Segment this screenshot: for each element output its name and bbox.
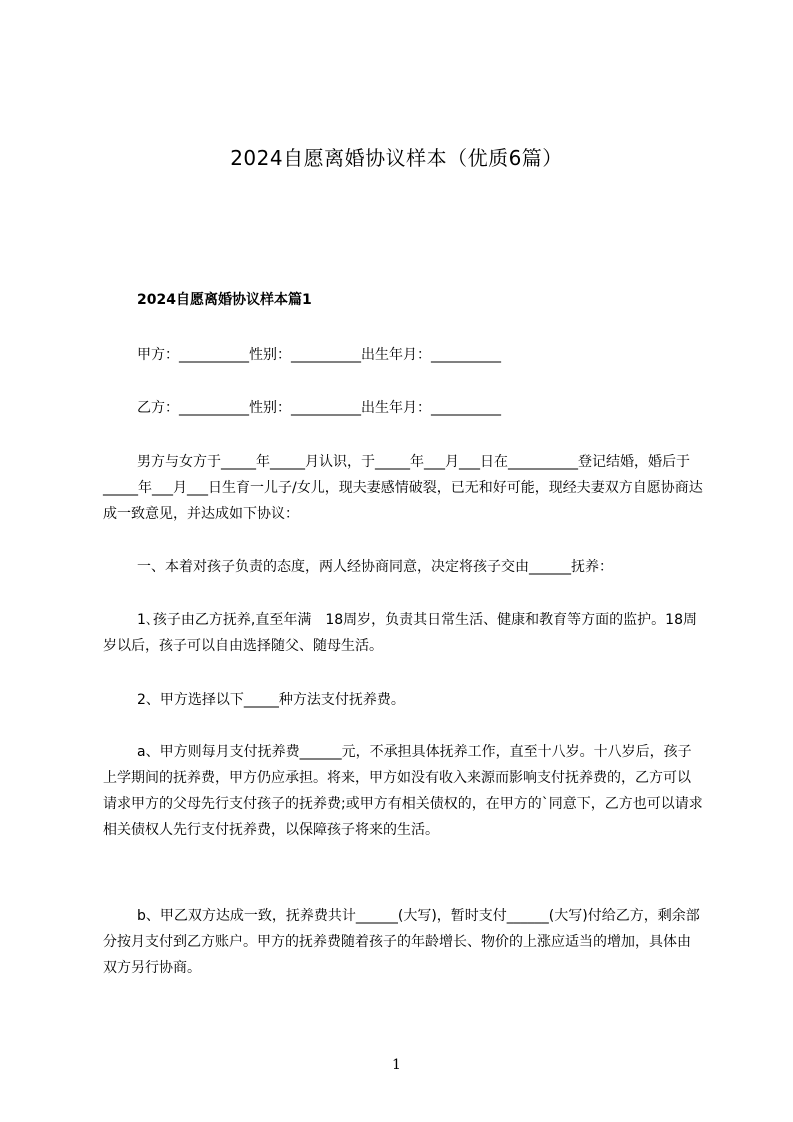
item-1-paragraph: [103, 607, 703, 659]
page-number: 1: [392, 1057, 401, 1073]
document-title: 2024自愿离婚协议样本（优质6篇）: [230, 146, 563, 170]
item-b-text: b、甲乙双方达成一致，抚养费共计______(大写)，暂时支付______(大写)付给乙方，剩余部分按月支付到乙方账户。甲方的抚养费随着孩子的年龄增长、物价的上涨应适当的增加，具体由双方另行协商。: [103, 908, 700, 976]
section-heading: 2024自愿离婚协议样本篇1: [137, 292, 312, 308]
intro-text: 男方与女方于_____年_____月认识，于_____年___月___日在__________登记结婚，婚后于_____年___月___日生育一儿子/女儿，现夫妻感情破裂，已无和好可能，现经夫妻双方自愿协商达成一致意见，并达成如下协议：: [103, 454, 703, 522]
item-a-paragraph: [103, 739, 703, 843]
party-b-line: 乙方：__________性别：__________出生年月：__________: [137, 400, 501, 416]
item-1-text: 1､孩子由乙方抚养,直至年满 18周岁，负责其日常生活、健康和教育等方面的监护。18周岁以后，孩子可以自由选择随父、随母生活。: [103, 612, 697, 654]
item-2: 2、甲方选择以下_____种方法支付抚养费。: [137, 692, 405, 708]
item-b-paragraph: [103, 903, 703, 981]
clause-1: 一、本着对孩子负责的态度，两人经协商同意，决定将孩子交由______抚养：: [137, 559, 613, 575]
party-a-line: 甲方：__________性别：__________出生年月：__________: [137, 347, 501, 363]
item-a-text: a、甲方则每月支付抚养费______元，不承担具体抚养工作，直至十八岁。十八岁后，孩子上学期间的抚养费，甲方仍应承担。将来，甲方如没有收入来源而影响支付抚养费的，乙方可以请求甲方的父母先行支付孩子的抚养费;或甲方有相关债权的，在甲方的`同意下，乙方也可以请求相关债权人先行支付抚养费，以保障孩子将来的生活。: [103, 744, 703, 838]
intro-paragraph: [103, 449, 703, 527]
